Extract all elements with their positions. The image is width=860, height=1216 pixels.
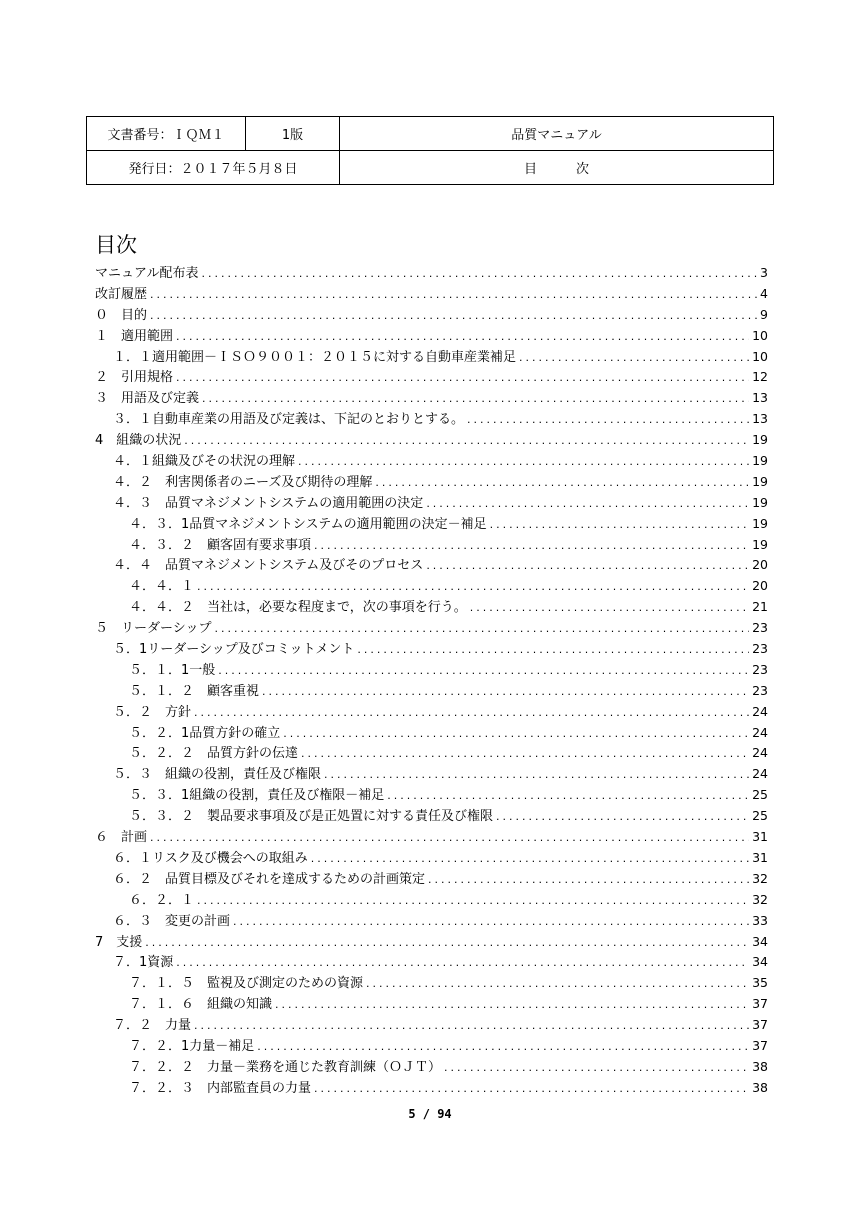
toc-entry[interactable]: [95, 869, 768, 890]
toc-entry[interactable]: [95, 702, 768, 723]
toc-entry[interactable]: [95, 827, 768, 848]
toc-entry-title: ４．３ 品質マネジメントシステムの適用範囲の決定: [113, 495, 424, 511]
toc-entry-title: ４．４．１: [129, 579, 195, 595]
toc-entry[interactable]: [95, 660, 768, 681]
toc-entry-page: 19: [752, 453, 768, 469]
toc-leader-dots: [314, 1079, 749, 1100]
toc-entry[interactable]: [95, 1015, 768, 1036]
toc-entry-title: ４．４．２ 当社は，必要な程度まで，次の事項を行う。: [129, 600, 467, 616]
toc-entry-title: ６．１リスク及び機会への取組み: [113, 850, 308, 866]
toc-leader-dots: [314, 536, 749, 557]
toc-leader-dots: [176, 327, 749, 348]
toc-entry-title: ４．３．1品質マネジメントシステムの適用範囲の決定－補足: [129, 516, 487, 532]
toc-entry[interactable]: [95, 597, 768, 618]
toc-entry-page: 31: [752, 829, 768, 845]
toc-entry[interactable]: [95, 973, 768, 994]
toc-entry[interactable]: [95, 367, 768, 388]
toc-entry[interactable]: [95, 555, 768, 576]
toc-entry-title: ４．３．２ 顧客固有要求事項: [129, 537, 312, 553]
toc-leader-dots: [194, 703, 749, 724]
toc-leader-dots: [150, 285, 757, 306]
toc-entry-page: 23: [752, 641, 768, 657]
toc-leader-dots: [444, 1058, 749, 1079]
toc-entry-page: 32: [752, 891, 768, 907]
toc-entry-page: 34: [752, 954, 768, 970]
toc-entry-title: ７．２．1力量－補足: [129, 1038, 255, 1054]
toc-entry-page: 20: [752, 578, 768, 594]
toc-entry-title: ６ 計画: [95, 830, 148, 846]
toc-entry-page: 23: [752, 620, 768, 636]
toc-entry-page: 13: [752, 411, 768, 427]
toc-entry[interactable]: [95, 388, 768, 409]
toc-entry[interactable]: [95, 263, 768, 284]
toc-leader-dots: [519, 348, 749, 369]
toc-leader-dots: [201, 264, 757, 285]
toc-entry-page: 31: [752, 849, 768, 865]
toc-entry-page: 38: [752, 1058, 768, 1074]
toc-entry-page: 25: [752, 787, 768, 803]
toc-leader-dots: [366, 974, 749, 995]
toc-leader-dots: [197, 577, 749, 598]
toc-leader-dots: [218, 661, 749, 682]
toc-entry[interactable]: [95, 347, 768, 368]
toc-leader-dots: [262, 682, 749, 703]
toc-leader-dots: [197, 891, 749, 912]
toc-entry[interactable]: [95, 932, 768, 953]
toc-entry-page: 34: [752, 933, 768, 949]
toc-leader-dots: [496, 807, 749, 828]
toc-entry-title: 4 組織の状況: [95, 433, 182, 449]
toc-entry-title: ４．１組織及びその状況の理解: [113, 454, 296, 470]
toc-leader-dots: [145, 933, 749, 954]
toc-entry-title: ５．３．２ 製品要求事項及び是正処置に対する責任及び権限: [129, 809, 494, 825]
toc-leader-dots: [470, 598, 749, 619]
toc-leader-dots: [490, 515, 750, 536]
toc-leader-dots: [311, 849, 749, 870]
toc-entry-title: ６．２．１: [129, 892, 195, 908]
toc-entry[interactable]: [95, 284, 768, 305]
toc-entry[interactable]: [95, 451, 768, 472]
toc-entry-page: 13: [752, 390, 768, 406]
toc-entry-title: ５．２．1品質方針の確立: [129, 725, 281, 741]
toc-leader-dots: [301, 744, 749, 765]
toc-entry-title: ５．２ 方針: [113, 704, 192, 720]
toc-entry-page: 19: [752, 473, 768, 489]
toc-entry[interactable]: [95, 430, 768, 451]
toc-entry-page: 24: [752, 703, 768, 719]
toc-entry[interactable]: [95, 472, 768, 493]
toc-entry-page: 21: [752, 599, 768, 615]
toc-leader-dots: [275, 995, 749, 1016]
toc-entry-title: マニュアル配布表: [95, 266, 199, 281]
page-number: 5 / 94: [408, 1107, 452, 1121]
toc-entry-title: ５．２．２ 品質方針の伝達: [129, 746, 299, 762]
toc-leader-dots: [257, 1037, 749, 1058]
toc-leader-dots: [214, 619, 749, 640]
toc-entry-title: ３ 用語及び定義: [95, 391, 200, 407]
toc-leader-dots: [324, 765, 749, 786]
toc-entry-title: ６．２ 品質目標及びそれを達成するための計画策定: [113, 871, 426, 887]
toc-entry[interactable]: [95, 806, 768, 827]
toc-entry[interactable]: [95, 911, 768, 932]
toc-entry-page: 24: [752, 724, 768, 740]
toc-entry-page: 35: [752, 975, 768, 991]
toc-heading: 目次: [95, 233, 137, 257]
issue-date: 発行日：２０１７年５月８日: [87, 151, 340, 185]
toc-entry-title: ７．１．５ 監視及び測定のための資源: [129, 976, 364, 992]
table-of-contents: [95, 263, 768, 1099]
edition: 1版: [246, 117, 340, 151]
toc-leader-dots: [375, 473, 749, 494]
toc-entry-title: ５．１．２ 顧客重視: [129, 683, 260, 699]
toc-entry[interactable]: [95, 576, 768, 597]
toc-entry-title: ５．1リーダーシップ及びコミットメント: [113, 642, 355, 658]
toc-entry[interactable]: [95, 785, 768, 806]
toc-entry[interactable]: [95, 535, 768, 556]
toc-entry[interactable]: [95, 305, 768, 326]
toc-entry-title: ０ 目的: [95, 307, 148, 323]
toc-entry-page: 3: [760, 265, 768, 280]
toc-entry-title: 改訂履歴: [95, 286, 148, 302]
toc-entry[interactable]: [95, 493, 768, 514]
toc-leader-dots: [357, 640, 749, 661]
toc-entry[interactable]: [95, 639, 768, 660]
toc-entry[interactable]: [95, 1078, 768, 1099]
toc-leader-dots: [283, 724, 749, 745]
toc-entry-page: 19: [752, 432, 768, 448]
doc-number: 文書番号：ＩＱＭ１: [87, 117, 246, 151]
toc-entry-page: 20: [752, 557, 768, 573]
toc-entry-page: 38: [752, 1079, 768, 1095]
toc-entry-title: ４．４ 品質マネジメントシステム及びそのプロセス: [113, 558, 424, 574]
toc-entry-title: ５ リーダーシップ: [95, 621, 212, 637]
toc-leader-dots: [233, 912, 749, 933]
toc-leader-dots: [428, 870, 749, 891]
toc-entry-title: ７．１．６ 組織の知識: [129, 997, 273, 1013]
toc-leader-dots: [150, 306, 757, 327]
toc-entry-page: 9: [760, 306, 768, 322]
document-header-table: [86, 116, 774, 185]
toc-leader-dots: [176, 953, 749, 974]
toc-entry[interactable]: [95, 848, 768, 869]
header-row-2: [87, 151, 774, 185]
toc-entry[interactable]: [95, 326, 768, 347]
toc-entry[interactable]: [95, 409, 768, 430]
toc-leader-dots: [194, 1016, 749, 1037]
toc-entry-page: 10: [752, 327, 768, 343]
toc-entry-page: 24: [752, 745, 768, 761]
toc-entry[interactable]: [95, 764, 768, 785]
toc-entry-page: 37: [752, 1037, 768, 1053]
toc-entry-page: 19: [752, 515, 768, 531]
toc-leader-dots: [150, 828, 749, 849]
toc-entry-page: 37: [752, 1017, 768, 1033]
toc-entry-title: ２ 引用規格: [95, 370, 174, 386]
toc-entry-title: ５．３ 組織の役割，責任及び権限: [113, 767, 322, 783]
toc-entry-page: 23: [752, 661, 768, 677]
toc-entry-page: 37: [752, 996, 768, 1012]
toc-leader-dots: [426, 556, 749, 577]
toc-entry-title: １ 適用範囲: [95, 328, 174, 344]
toc-entry-page: 33: [752, 912, 768, 928]
toc-entry-page: 25: [752, 808, 768, 824]
toc-entry-page: 19: [752, 494, 768, 510]
toc-entry[interactable]: [95, 681, 768, 702]
toc-entry[interactable]: [95, 1036, 768, 1057]
header-row-1: [87, 117, 774, 151]
toc-leader-dots: [426, 494, 749, 515]
toc-leader-dots: [298, 452, 749, 473]
toc-leader-dots: [387, 786, 749, 807]
toc-entry[interactable]: [95, 994, 768, 1015]
toc-entry[interactable]: [95, 890, 768, 911]
toc-entry-title: ７．1資源: [113, 955, 174, 971]
manual-title: 品質マニュアル: [340, 117, 774, 151]
toc-entry-title: ４．２ 利害関係者のニーズ及び期待の理解: [113, 474, 373, 490]
toc-entry-page: 32: [752, 870, 768, 886]
toc-entry[interactable]: [95, 952, 768, 973]
toc-entry-title: ３．１自動車産業の用語及び定義は、下記のとおりとする。: [113, 412, 465, 428]
toc-entry[interactable]: [95, 1057, 768, 1078]
toc-entry-title: ７．２．２ 力量－業務を通じた教育訓練（ＯＪＴ）: [129, 1059, 442, 1075]
toc-entry-page: 23: [752, 682, 768, 698]
toc-entry-title: １．１適用範囲－ＩＳＯ９００１：２０１５に対する自動車産業補足: [113, 349, 517, 365]
toc-entry-page: 19: [752, 536, 768, 552]
toc-entry-title: 7 支援: [95, 934, 143, 950]
toc-entry-title: ５．３．1組織の役割，責任及び権限－補足: [129, 788, 385, 804]
toc-leader-dots: [176, 368, 749, 389]
toc-entry-title: ６．３ 変更の計画: [113, 913, 231, 929]
toc-leader-dots: [202, 389, 749, 410]
toc-entry[interactable]: [95, 618, 768, 639]
toc-entry-page: 10: [752, 348, 768, 364]
toc-leader-dots: [467, 410, 749, 431]
toc-entry[interactable]: [95, 723, 768, 744]
toc-entry-title: ７．２ 力量: [113, 1018, 192, 1034]
toc-entry[interactable]: [95, 743, 768, 764]
toc-entry[interactable]: [95, 514, 768, 535]
section-name: 目 次: [340, 151, 774, 185]
toc-entry-page: 24: [752, 766, 768, 782]
toc-entry-page: 4: [760, 285, 768, 301]
toc-entry-page: 12: [752, 369, 768, 385]
toc-entry-title: ５．１．1一般: [129, 662, 216, 678]
toc-entry-title: ７．２．３ 内部監査員の力量: [129, 1080, 312, 1096]
toc-leader-dots: [184, 431, 749, 452]
